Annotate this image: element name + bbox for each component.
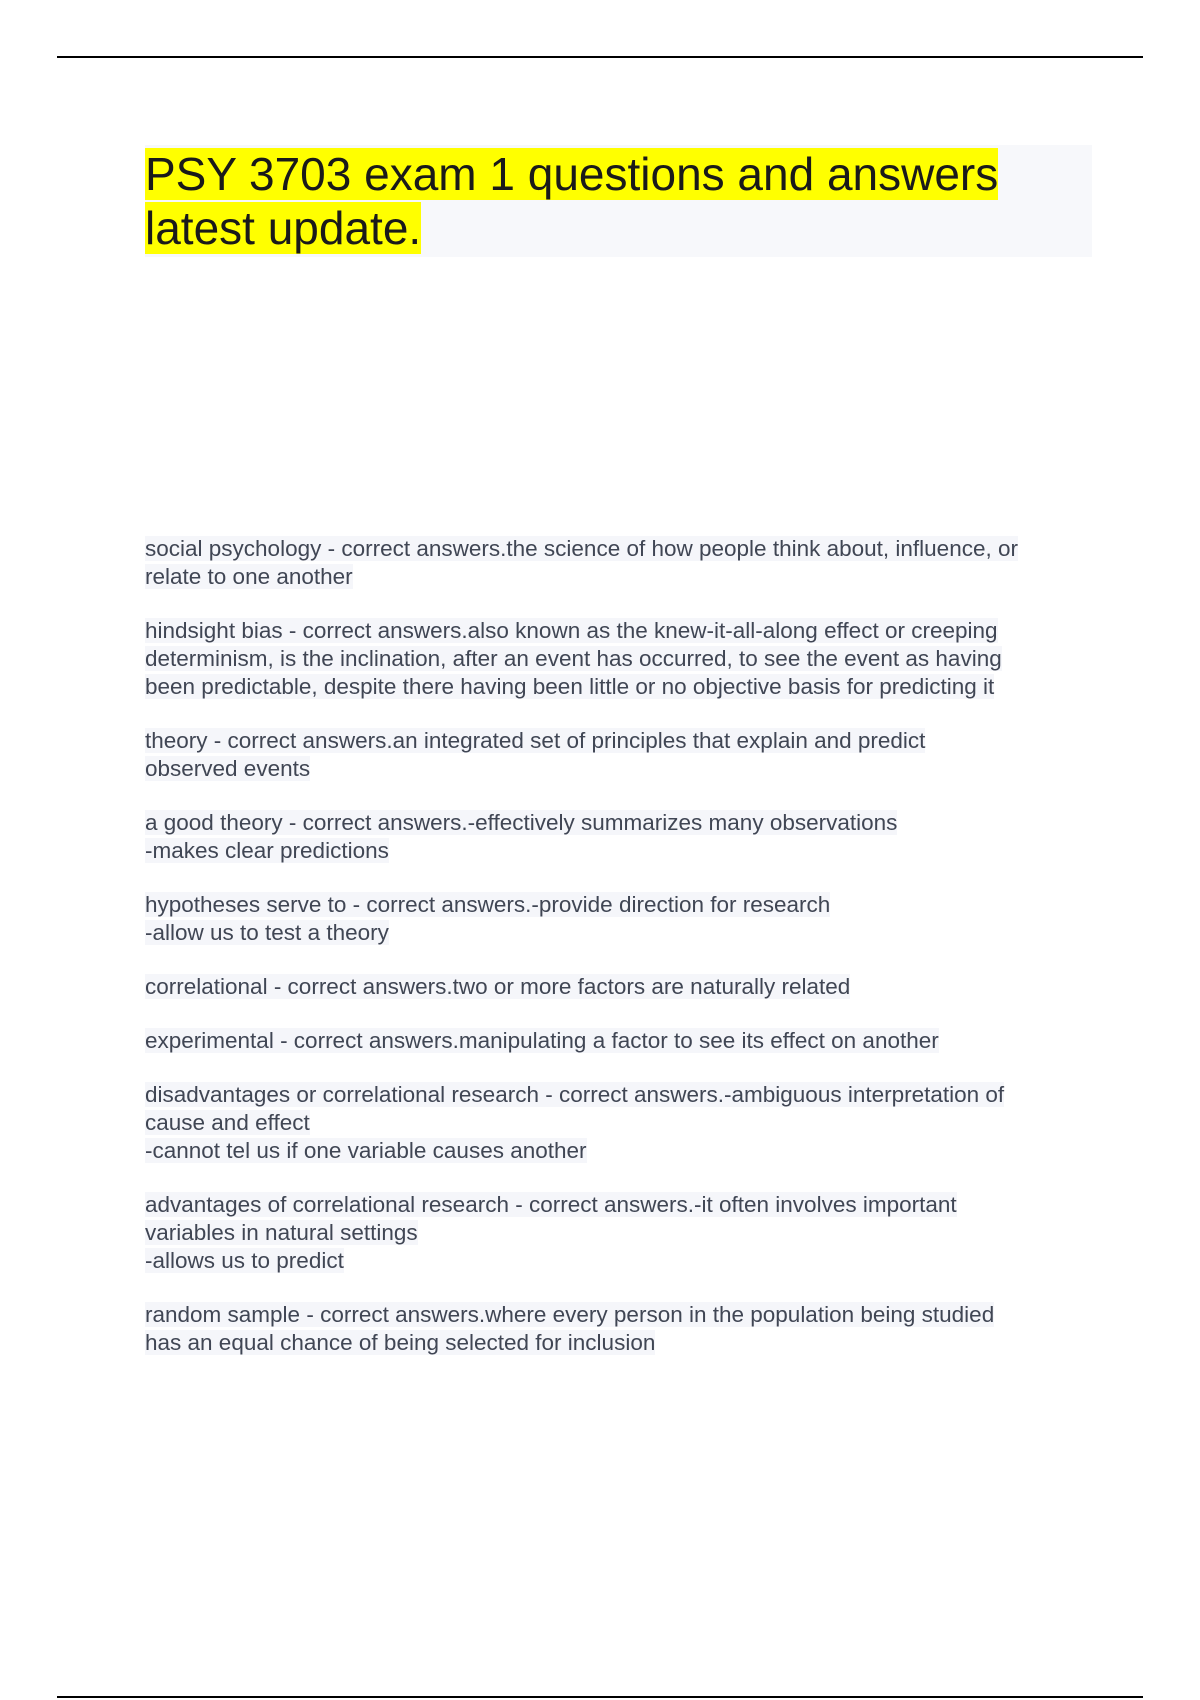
flashcard xyxy=(145,1301,1095,1357)
flashcard-line: a good theory - correct answers.-effectively summarizes many observations xyxy=(145,810,898,835)
flashcard-line: hindsight bias - correct answers.also known as the knew-it-all-along effect or creeping xyxy=(145,618,998,643)
flashcard-line: theory - correct answers.an integrated set of principles that explain and predict xyxy=(145,728,926,753)
flashcard-line: determinism, is the inclination, after an event has occurred, to see the event as having xyxy=(145,646,1002,671)
flashcard xyxy=(145,891,1095,947)
bottom-rule xyxy=(57,1696,1143,1698)
flashcard-line: -makes clear predictions xyxy=(145,838,389,863)
title-line: PSY 3703 exam 1 questions and answers xyxy=(145,148,999,200)
flashcard xyxy=(145,1027,1095,1055)
flashcard-line: -allows us to predict xyxy=(145,1248,344,1273)
flashcard xyxy=(145,1081,1095,1165)
flashcard xyxy=(145,1191,1095,1275)
flashcard-line: experimental - correct answers.manipulating a factor to see its effect on another xyxy=(145,1028,939,1053)
flashcard xyxy=(145,973,1095,1001)
flashcard xyxy=(145,535,1095,591)
flashcard-line: advantages of correlational research - correct answers.-it often involves important xyxy=(145,1192,957,1217)
flashcard-line: correlational - correct answers.two or more factors are naturally related xyxy=(145,974,851,999)
flashcard xyxy=(145,617,1095,701)
flashcard-line: disadvantages or correlational research - correct answers.-ambiguous interpretation of xyxy=(145,1082,1005,1107)
flashcard-line: relate to one another xyxy=(145,564,353,589)
title-block xyxy=(145,145,1092,257)
flashcard-line: observed events xyxy=(145,756,311,781)
flashcard-line: -cannot tel us if one variable causes another xyxy=(145,1138,587,1163)
flashcard xyxy=(145,727,1095,783)
flashcard-line: been predictable, despite there having been little or no objective basis for predicting it xyxy=(145,674,995,699)
flashcard-line: -allow us to test a theory xyxy=(145,920,389,945)
flashcard xyxy=(145,809,1095,865)
flashcard-line: social psychology - correct answers.the science of how people think about, influence, or xyxy=(145,536,1018,561)
flashcard-line: has an equal chance of being selected for inclusion xyxy=(145,1330,656,1355)
flashcard-line: random sample - correct answers.where every person in the population being studied xyxy=(145,1302,995,1327)
flashcard-line: cause and effect xyxy=(145,1110,310,1135)
flashcard-line: variables in natural settings xyxy=(145,1220,418,1245)
top-rule xyxy=(57,56,1143,58)
title-line: latest update. xyxy=(145,202,422,254)
flashcard-line: hypotheses serve to - correct answers.-provide direction for research xyxy=(145,892,831,917)
document-title xyxy=(145,145,1092,255)
flashcard-list xyxy=(145,535,1095,1383)
